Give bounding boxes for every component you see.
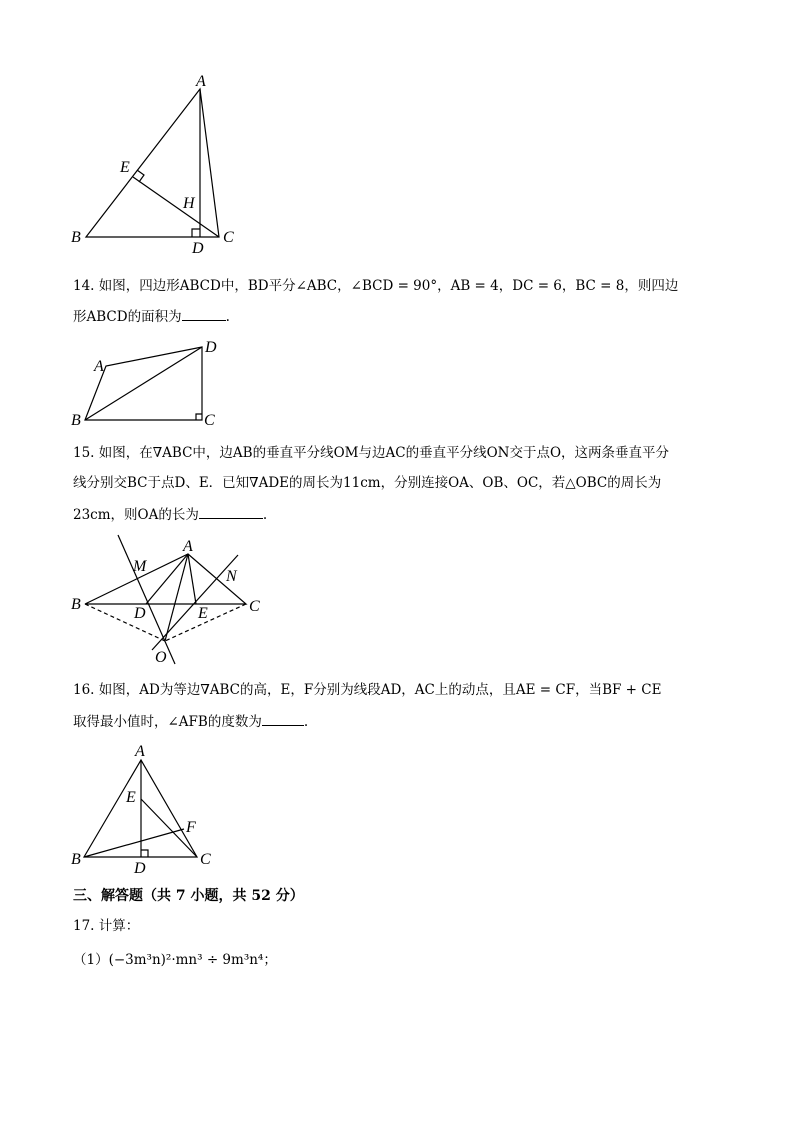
label-n: N	[226, 568, 237, 585]
q16-line2	[73, 711, 308, 732]
q15-answer-blank[interactable]	[199, 504, 263, 519]
q14-answer-blank[interactable]	[182, 306, 226, 321]
triangle-abc	[86, 89, 219, 237]
q15-end: .	[262, 507, 268, 523]
label-d: D	[205, 339, 217, 356]
q15-line3-text: 23cm，则OA的长为	[73, 507, 199, 523]
q14-line1: 14. 如图，四边形ABCD中，BD平分∠ABC，∠BCD = 90°，AB = 4，DC = 6，BC = 8，则四边	[73, 278, 679, 294]
label-e: E	[126, 789, 136, 806]
q15-line3	[73, 504, 267, 525]
label-d: D	[134, 860, 146, 875]
q14-line2	[73, 306, 230, 327]
q16-end: .	[303, 714, 309, 730]
q16-line1: 16. 如图，AD为等边∇ABC的高，E，F分别为线段AD，AC上的动点，且AE = CF，当BF + CE	[73, 682, 662, 698]
figure-q14	[65, 335, 225, 430]
q16-line2-text: 取得最小值时，∠AFB的度数为	[73, 714, 262, 730]
altitude-ce	[133, 177, 219, 237]
triangle-abc	[85, 554, 246, 604]
right-angle-mark-d	[192, 229, 200, 237]
label-o: O	[155, 649, 167, 666]
label-b: B	[71, 596, 81, 613]
label-c: C	[249, 598, 260, 615]
segment-bf	[84, 829, 184, 857]
q14-line2-text: 形ABCD的面积为	[73, 309, 182, 325]
label-c: C	[223, 229, 234, 246]
label-b: B	[71, 851, 81, 868]
label-h: H	[183, 195, 195, 212]
label-e: E	[198, 605, 208, 622]
q17-title: 17. 计算：	[73, 918, 140, 934]
label-m: M	[133, 558, 147, 575]
right-angle-mark-d	[141, 850, 148, 857]
label-d: D	[134, 605, 146, 622]
segment-ae	[188, 554, 196, 604]
label-a: A	[196, 73, 206, 90]
q14-end: .	[225, 309, 230, 325]
segment-ob	[85, 604, 165, 641]
q15-line1: 15. 如图，在∇ABC中，边AB的垂直平分线OM与边AC的垂直平分线ON交于点O，这两条垂直平分	[73, 445, 670, 461]
right-angle-mark-c	[196, 414, 202, 420]
section-3-heading: 三、解答题（共 7 小题，共 52 分）	[73, 888, 304, 904]
label-b: B	[71, 412, 81, 429]
label-a: A	[135, 743, 145, 760]
q15-line2: 线分别交BC于点D、E．已知∇ADE的周长为11cm，分别连接OA、OB、OC，若△OBC的周长为	[73, 475, 662, 491]
q17-part1: （1）(−3m³n)²·mn³ ÷ 9m³n⁴；	[73, 952, 277, 968]
figure-q13	[60, 65, 260, 255]
label-c: C	[204, 412, 215, 429]
figure-q16	[65, 740, 225, 875]
label-b: B	[71, 229, 81, 246]
figure-q15	[65, 530, 275, 670]
label-d: D	[192, 240, 204, 255]
label-e: E	[120, 159, 130, 176]
q16-answer-blank[interactable]	[262, 711, 304, 726]
label-c: C	[200, 851, 211, 868]
label-a: A	[94, 358, 104, 375]
bisector-om	[118, 535, 175, 664]
label-f: F	[186, 819, 196, 836]
label-a: A	[183, 538, 193, 555]
